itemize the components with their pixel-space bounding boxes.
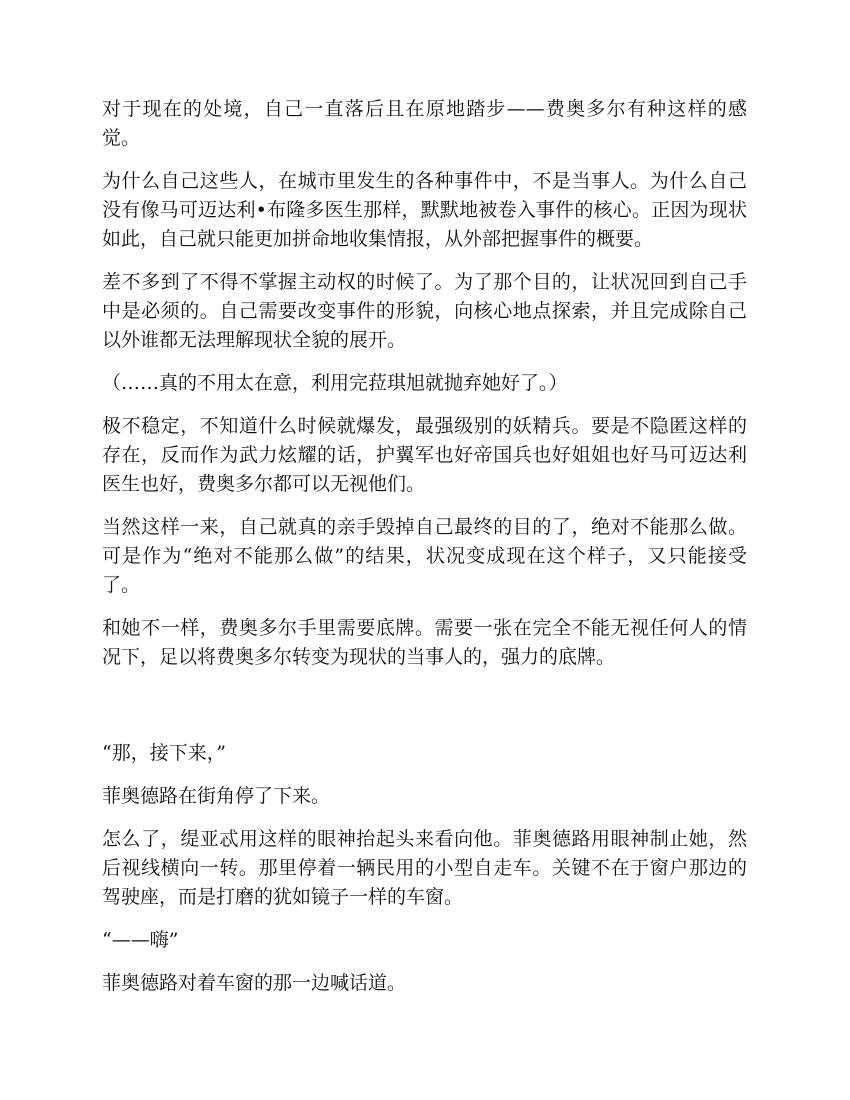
paragraph: “——嗨”	[102, 929, 179, 951]
paragraph: 怎么了，缇亚忒用这样的眼神抬起头来看向他。菲奥德路用眼神制止她，然后视线横向一转。那里停着一辆民用的小型自走车。关键不在于窗户那边的驾驶座，而是打磨的犹如镜子一样的车窗。	[102, 828, 747, 908]
paragraph: 当然这样一来，自己就真的亲手毁掉自己最终的目的了，绝对不能那么做。可是作为“绝对不能那么做”的结果，状况变成现在这个样子，又只能接受了。	[102, 516, 747, 596]
paragraph: “那，接下来，”	[102, 742, 226, 764]
section-break	[102, 686, 747, 739]
paragraph: 为什么自己这些人，在城市里发生的各种事件中，不是当事人。为什么自己没有像马可迈达利•布隆多医生那样，默默地被卷入事件的核心。正因为现状如此，自己就只能更加拼命地收集情报，从外部把握事件的概要。	[102, 170, 747, 250]
paragraph: 菲奥德路对着车窗的那一边喊话道。	[102, 972, 407, 994]
paragraph: 差不多到了不得不掌握主动权的时候了。为了那个目的，让状况回到自己手中是必须的。自己需要改变事件的形貌，向核心地点探索，并且完成除自己以外谁都无法理解现状全貌的展开。	[102, 271, 747, 351]
paragraph: 和她不一样，费奥多尔手里需要底牌。需要一张在完全不能无视任何人的情况下，足以将费奥多尔转变为现状的当事人的，强力的底牌。	[102, 617, 747, 668]
paragraph: 菲奥德路在街角停了下来。	[102, 785, 331, 807]
paragraph: 对于现在的处境，自己一直落后且在原地踏步——费奥多尔有种这样的感觉。	[102, 98, 747, 149]
paragraph: （……真的不用太在意，利用完菈琪旭就抛弃她好了。）	[102, 372, 568, 394]
paragraph: 极不稳定，不知道什么时候就爆发，最强级别的妖精兵。要是不隐匿这样的存在，反而作为武力炫耀的话，护翼军也好帝国兵也好姐姐也好马可迈达利医生也好，费奥多尔都可以无视他们。	[102, 415, 747, 495]
document-page	[102, 95, 747, 1012]
